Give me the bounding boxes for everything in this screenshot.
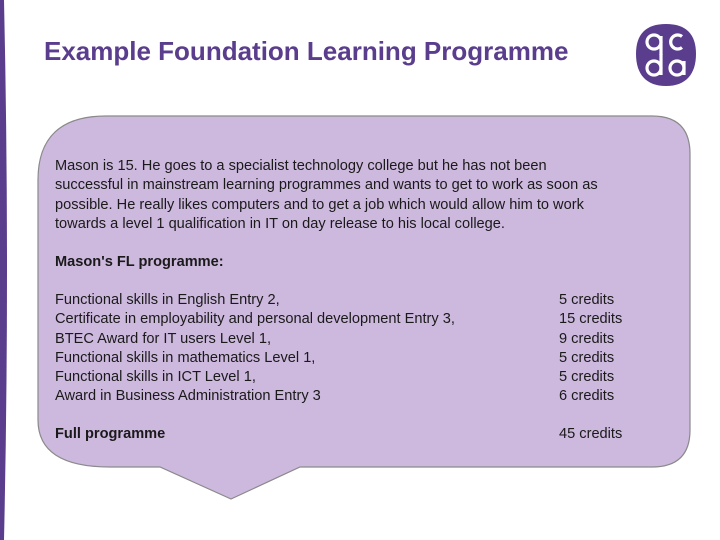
credit-value: 15 credits (559, 311, 623, 328)
story-line: towards a level 1 qualification in IT on day release to his local college. (55, 215, 505, 232)
course-item: Functional skills in English Entry 2, (55, 292, 280, 308)
credit-value: 9 credits (559, 330, 615, 347)
course-item: Functional skills in ICT Level 1, (55, 369, 256, 386)
story-line: Mason is 15. He goes to a specialist technology college but he has not been (55, 158, 547, 174)
course-item: Certificate in employability and personal development Entry 3, (55, 311, 455, 328)
course-item: BTEC Award for IT users Level 1, (55, 330, 272, 347)
programme-heading: Mason's FL programme: (55, 254, 224, 270)
credit-value: 5 credits (559, 292, 615, 308)
story-text (55, 157, 665, 234)
total-label: Full programme (55, 426, 166, 442)
course-item: Functional skills in mathematics Level 1, (55, 349, 316, 366)
story-line: possible. He really likes computers and to get a job which would allow him to work (55, 196, 584, 213)
credit-list (559, 291, 669, 407)
credit-value: 5 credits (559, 369, 615, 386)
course-list (55, 291, 535, 407)
total-credits: 45 credits (559, 426, 623, 442)
credit-value: 5 credits (559, 349, 615, 366)
slide-title: Example Foundation Learning Programme (44, 36, 569, 66)
course-item: Award in Business Administration Entry 3 (55, 388, 321, 405)
story-line: successful in mainstream learning programmes and wants to get to work as soon as (55, 177, 598, 194)
credit-value: 6 credits (559, 388, 615, 405)
